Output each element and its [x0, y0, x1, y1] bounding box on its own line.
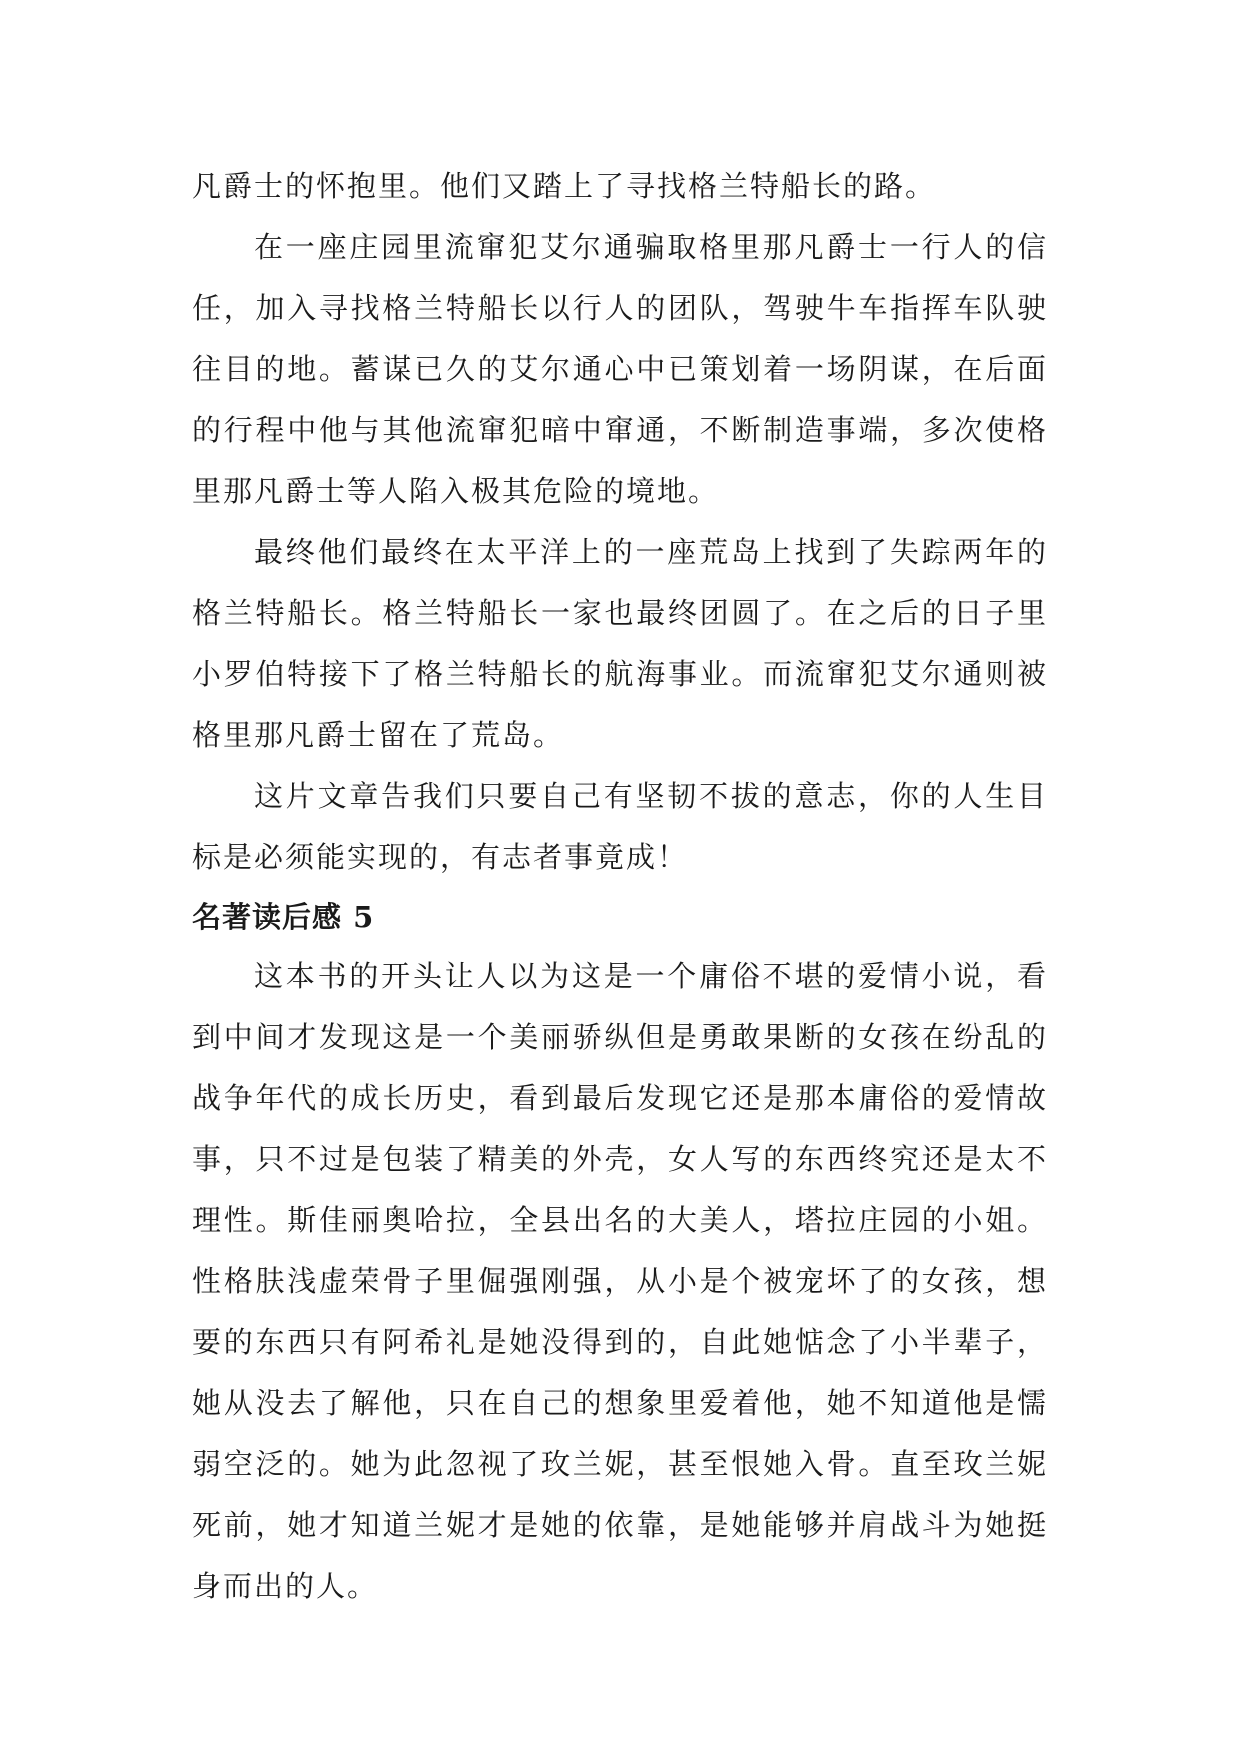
document-body — [192, 156, 1048, 1617]
paragraph-grant-found: 最终他们最终在太平洋上的一座荒岛上找到了失踪两年的格兰特船长。格兰特船长一家也最终团圆了。在之后的日子里小罗伯特接下了格兰特船长的航海事业。而流窜犯艾尔通则被格里那凡爵士留在了荒岛。 — [192, 535, 1048, 752]
paragraph-review-5: 这本书的开头让人以为这是一个庸俗不堪的爱情小说，看到中间才发现这是一个美丽骄纵但是勇敢果断的女孩在纷乱的战争年代的成长历史，看到最后发现它还是那本庸俗的爱情故事，只不过是包装了精美的外壳，女人写的东西终究还是太不理性。斯佳丽奥哈拉，全县出名的大美人，塔拉庄园的小姐。性格肤浅虚荣骨子里倔强刚强，从小是个被宠坏了的女孩，想要的东西只有阿希礼是她没得到的，自此她惦念了小半辈子，她从没去了解他，只在自己的想象里爱着他，她不知道他是懦弱空泛的。她为此忽视了玫兰妮，甚至恨她入骨。直至玫兰妮死前，她才知道兰妮才是她的依靠，是她能够并肩战斗为她挺身而出的人。 — [192, 959, 1048, 1603]
paragraph-continuation: 凡爵士的怀抱里。他们又踏上了寻找格兰特船长的路。 — [192, 169, 937, 203]
paragraph-ayrton-deception: 在一座庄园里流窜犯艾尔通骗取格里那凡爵士一行人的信任，加入寻找格兰特船长以行人的团队，驾驶牛车指挥车队驶往目的地。蓄谋已久的艾尔通心中已策划着一场阴谋，在后面的行程中他与其他流窜犯暗中窜通，不断制造事端，多次使格里那凡爵士等人陷入极其危险的境地。 — [192, 230, 1048, 508]
paragraph-conclusion: 这片文章告我们只要自己有坚韧不拔的意志，你的人生目标是必须能实现的，有志者事竟成！ — [192, 779, 1048, 874]
section-heading: 名著读后感 5 — [192, 900, 375, 934]
